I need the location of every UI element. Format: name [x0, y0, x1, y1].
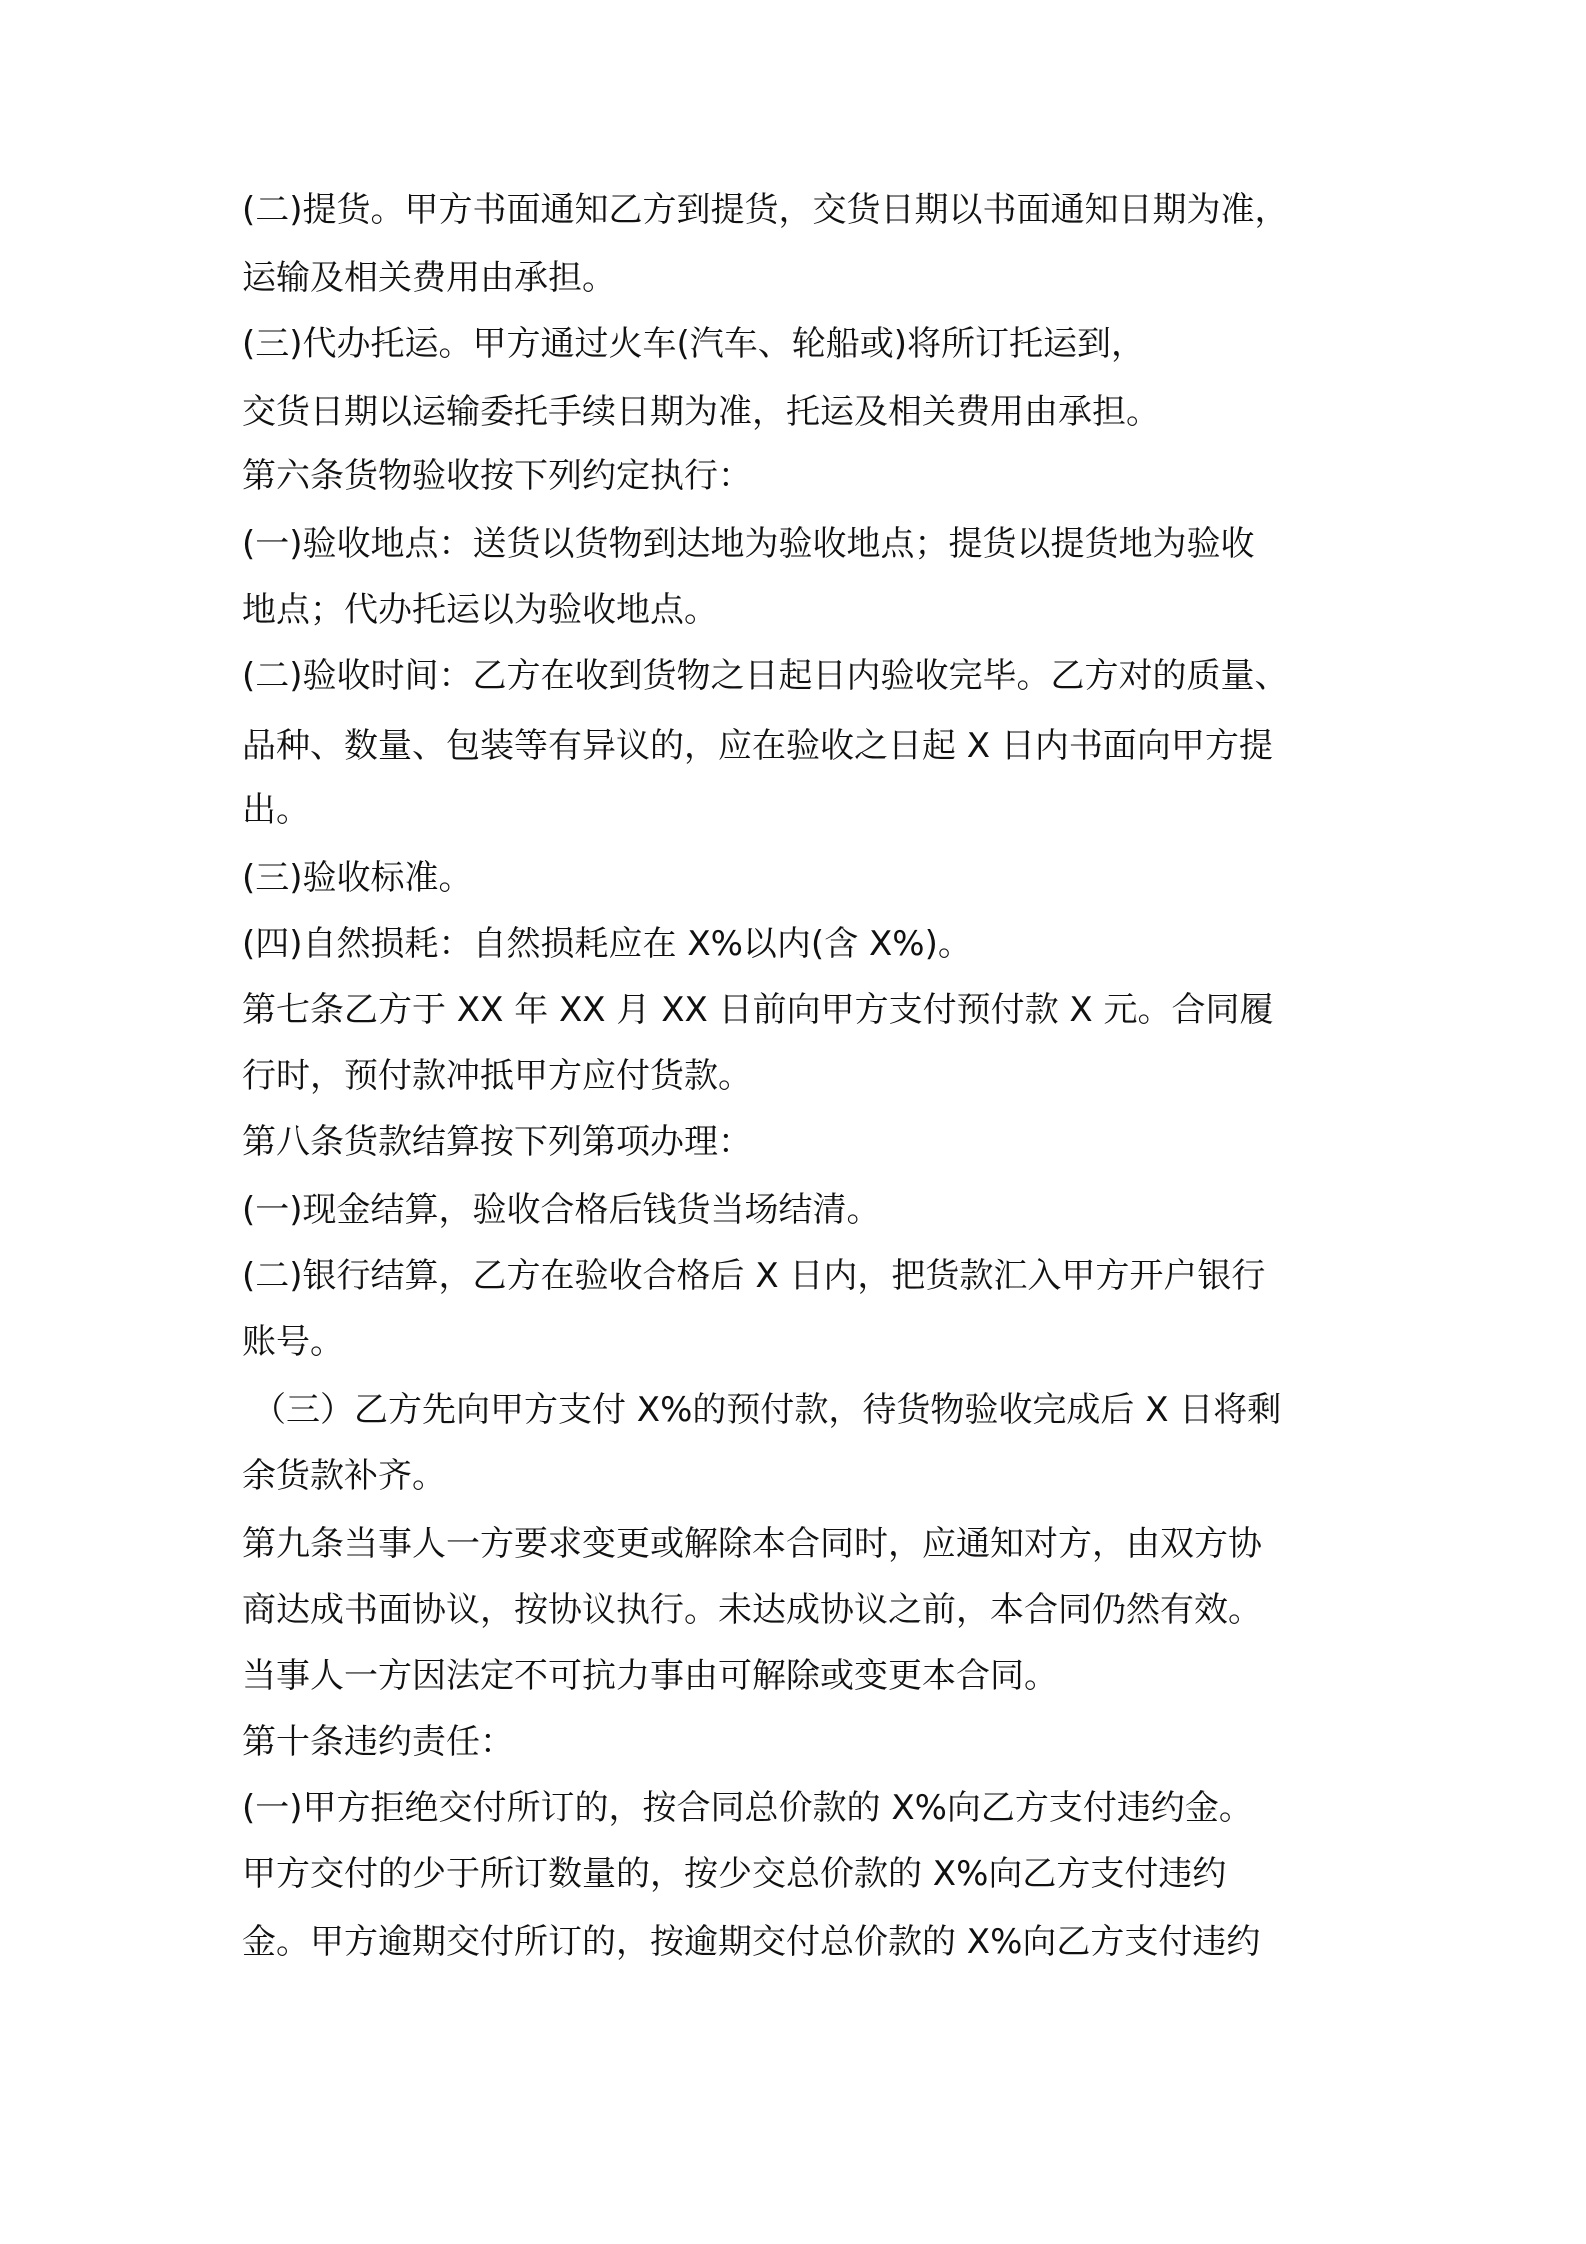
text-line-03: (三)代办托运。甲方通过火车(汽车、轮船或)将所订托运到，: [242, 324, 1146, 364]
text-line-02: 运输及相关费用由承担。: [242, 258, 616, 298]
text-line-26: 甲方交付的少于所订数量的，按少交总价款的 X%向乙方支付违约: [242, 1854, 1227, 1894]
text-line-24: 第十条违约责任：: [242, 1722, 514, 1762]
text-line-23: 当事人一方因法定不可抗力事由可解除或变更本合同。: [242, 1656, 1058, 1696]
text-line-21: 第九条当事人一方要求变更或解除本合同时，应通知对方，由双方协: [242, 1524, 1262, 1564]
text-line-09: 品种、数量、包装等有异议的，应在验收之日起 X 日内书面向甲方提: [242, 726, 1273, 766]
text-line-20: 余货款补齐。: [242, 1456, 446, 1496]
text-line-08: (二)验收时间：乙方在收到货物之日起日内验收完毕。乙方对的质量、: [242, 656, 1289, 696]
text-line-10: 出。: [242, 790, 310, 830]
text-line-16: (一)现金结算，验收合格后钱货当场结清。: [242, 1190, 881, 1230]
text-line-19: （三）乙方先向甲方支付 X%的预付款，待货物验收完成后 X 日将剩: [252, 1390, 1282, 1430]
text-line-06: (一)验收地点：送货以货物到达地为验收地点；提货以提货地为验收: [242, 524, 1255, 564]
text-line-13: 第七条乙方于 XX 年 XX 月 XX 日前向甲方支付预付款 X 元。合同履: [242, 990, 1274, 1030]
text-line-15: 第八条货款结算按下列第项办理：: [242, 1122, 752, 1162]
text-line-05: 第六条货物验收按下列约定执行：: [242, 456, 752, 496]
text-line-12: (四)自然损耗：自然损耗应在 X%以内(含 X%)。: [242, 924, 972, 964]
text-line-14: 行时，预付款冲抵甲方应付货款。: [242, 1056, 752, 1096]
text-line-17: (二)银行结算，乙方在验收合格后 X 日内，把货款汇入甲方开户银行: [242, 1256, 1266, 1296]
text-line-04: 交货日期以运输委托手续日期为准，托运及相关费用由承担。: [242, 392, 1160, 432]
text-line-11: (三)验收标准。: [242, 858, 473, 898]
text-line-01: (二)提货。甲方书面通知乙方到提货，交货日期以书面通知日期为准，: [242, 190, 1289, 230]
text-line-25: (一)甲方拒绝交付所订的，按合同总价款的 X%向乙方支付违约金。: [242, 1788, 1253, 1828]
text-line-18: 账号。: [242, 1322, 344, 1362]
text-line-22: 商达成书面协议，按协议执行。未达成协议之前，本合同仍然有效。: [242, 1590, 1262, 1630]
text-line-07: 地点；代办托运以为验收地点。: [242, 590, 718, 630]
text-line-27: 金。甲方逾期交付所订的，按逾期交付总价款的 X%向乙方支付违约: [242, 1922, 1261, 1962]
